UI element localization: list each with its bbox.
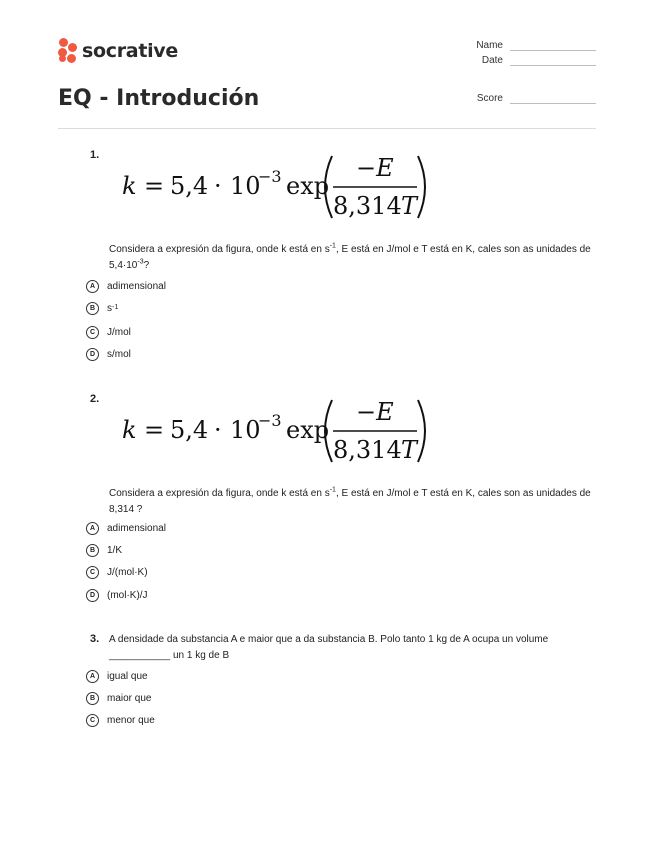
question-2-option-c: C J/(mol·K) [86,564,148,580]
formula-coef: 5,4 [170,416,209,444]
date-line [510,57,596,66]
option-letter-circle: C [86,566,99,579]
question-3-number: 3. [90,633,100,645]
option-letter-circle: A [86,280,99,293]
option-letter-circle: A [86,670,99,683]
formula-denominator: 8,314 [333,436,402,464]
question-2-text: Considera a expresión da figura, onde k está en $s^{-1}$, E está en J/mol e T está en K, cales son as unidades de 8,314 ? [109,486,591,515]
brand-logo [58,38,178,64]
question-2-number: 2. [90,393,100,405]
formula-lhs: k [122,172,137,200]
formula-numerator: −E [356,398,394,426]
header-divider [58,128,596,129]
formula-base: 10 [230,172,261,200]
socrative-logo-icon [58,38,78,64]
score-line [510,95,596,104]
question-3-option-b: B maior que [86,690,151,706]
score-field [477,93,596,104]
option-letter-circle: B [86,692,99,705]
question-2-option-b: B 1/K [86,542,122,558]
formula-fn: exp [286,172,330,200]
formula-denominator-var: T [401,192,418,220]
question-2-option-d: D (mol·K)/J [86,587,148,603]
formula-equals: = [144,172,165,200]
formula-fn: exp [286,416,330,444]
question-1-formula [120,150,430,224]
date-label: Date [481,55,503,66]
formula-denominator: 8,314 [333,192,402,220]
option-letter-circle: B [86,302,99,315]
formula-right-paren [418,400,425,462]
question-2-option-a: A adimensional [86,520,166,536]
question-1-text: Considera a expresión da figura, onde k está en $s^{-1}$, E está en J/mol e T está en K, cales son as unidades de $5,4\cdot 10^{-3}$? [109,242,591,271]
option-letter-circle: A [86,522,99,535]
question-2-formula [120,394,430,468]
name-label: Name [476,40,503,51]
option-letter-circle: B [86,544,99,557]
name-line [510,42,596,51]
option-letter-circle: C [86,714,99,727]
question-1-option-b: B s -1 [86,300,118,316]
score-label: Score [476,93,503,104]
formula-dot: · [214,416,222,444]
formula-exponent: −3 [258,167,282,186]
question-1-option-d: D s/mol [86,346,131,362]
question-3-option-c: C menor que [86,712,155,728]
formula-denominator-var: T [401,436,418,464]
question-1-number: 1. [90,149,100,161]
question-3-text: A densidade da substancia A e maior que a da substancia B. Polo tanto 1 kg de A ocupa un volume ___________ un 1 kg de B [109,634,549,661]
formula-equals: = [144,416,165,444]
option-letter-circle: C [86,326,99,339]
brand-name: socrative [82,40,178,62]
page-title: EQ - Introdución [58,86,260,111]
formula-coef: 5,4 [170,172,209,200]
question-1-option-c: C J/mol [86,324,131,340]
option-letter-circle: D [86,348,99,361]
formula-exponent: −3 [258,411,282,430]
option-letter-circle: D [86,589,99,602]
formula-lhs: k [122,416,137,444]
formula-base: 10 [230,416,261,444]
formula-right-paren [418,156,425,218]
formula-numerator: −E [356,154,394,182]
name-field [476,40,596,51]
formula-dot: · [214,172,222,200]
question-3-option-a: A igual que [86,668,148,684]
date-field [482,55,596,66]
question-1-option-a: A adimensional [86,278,166,294]
